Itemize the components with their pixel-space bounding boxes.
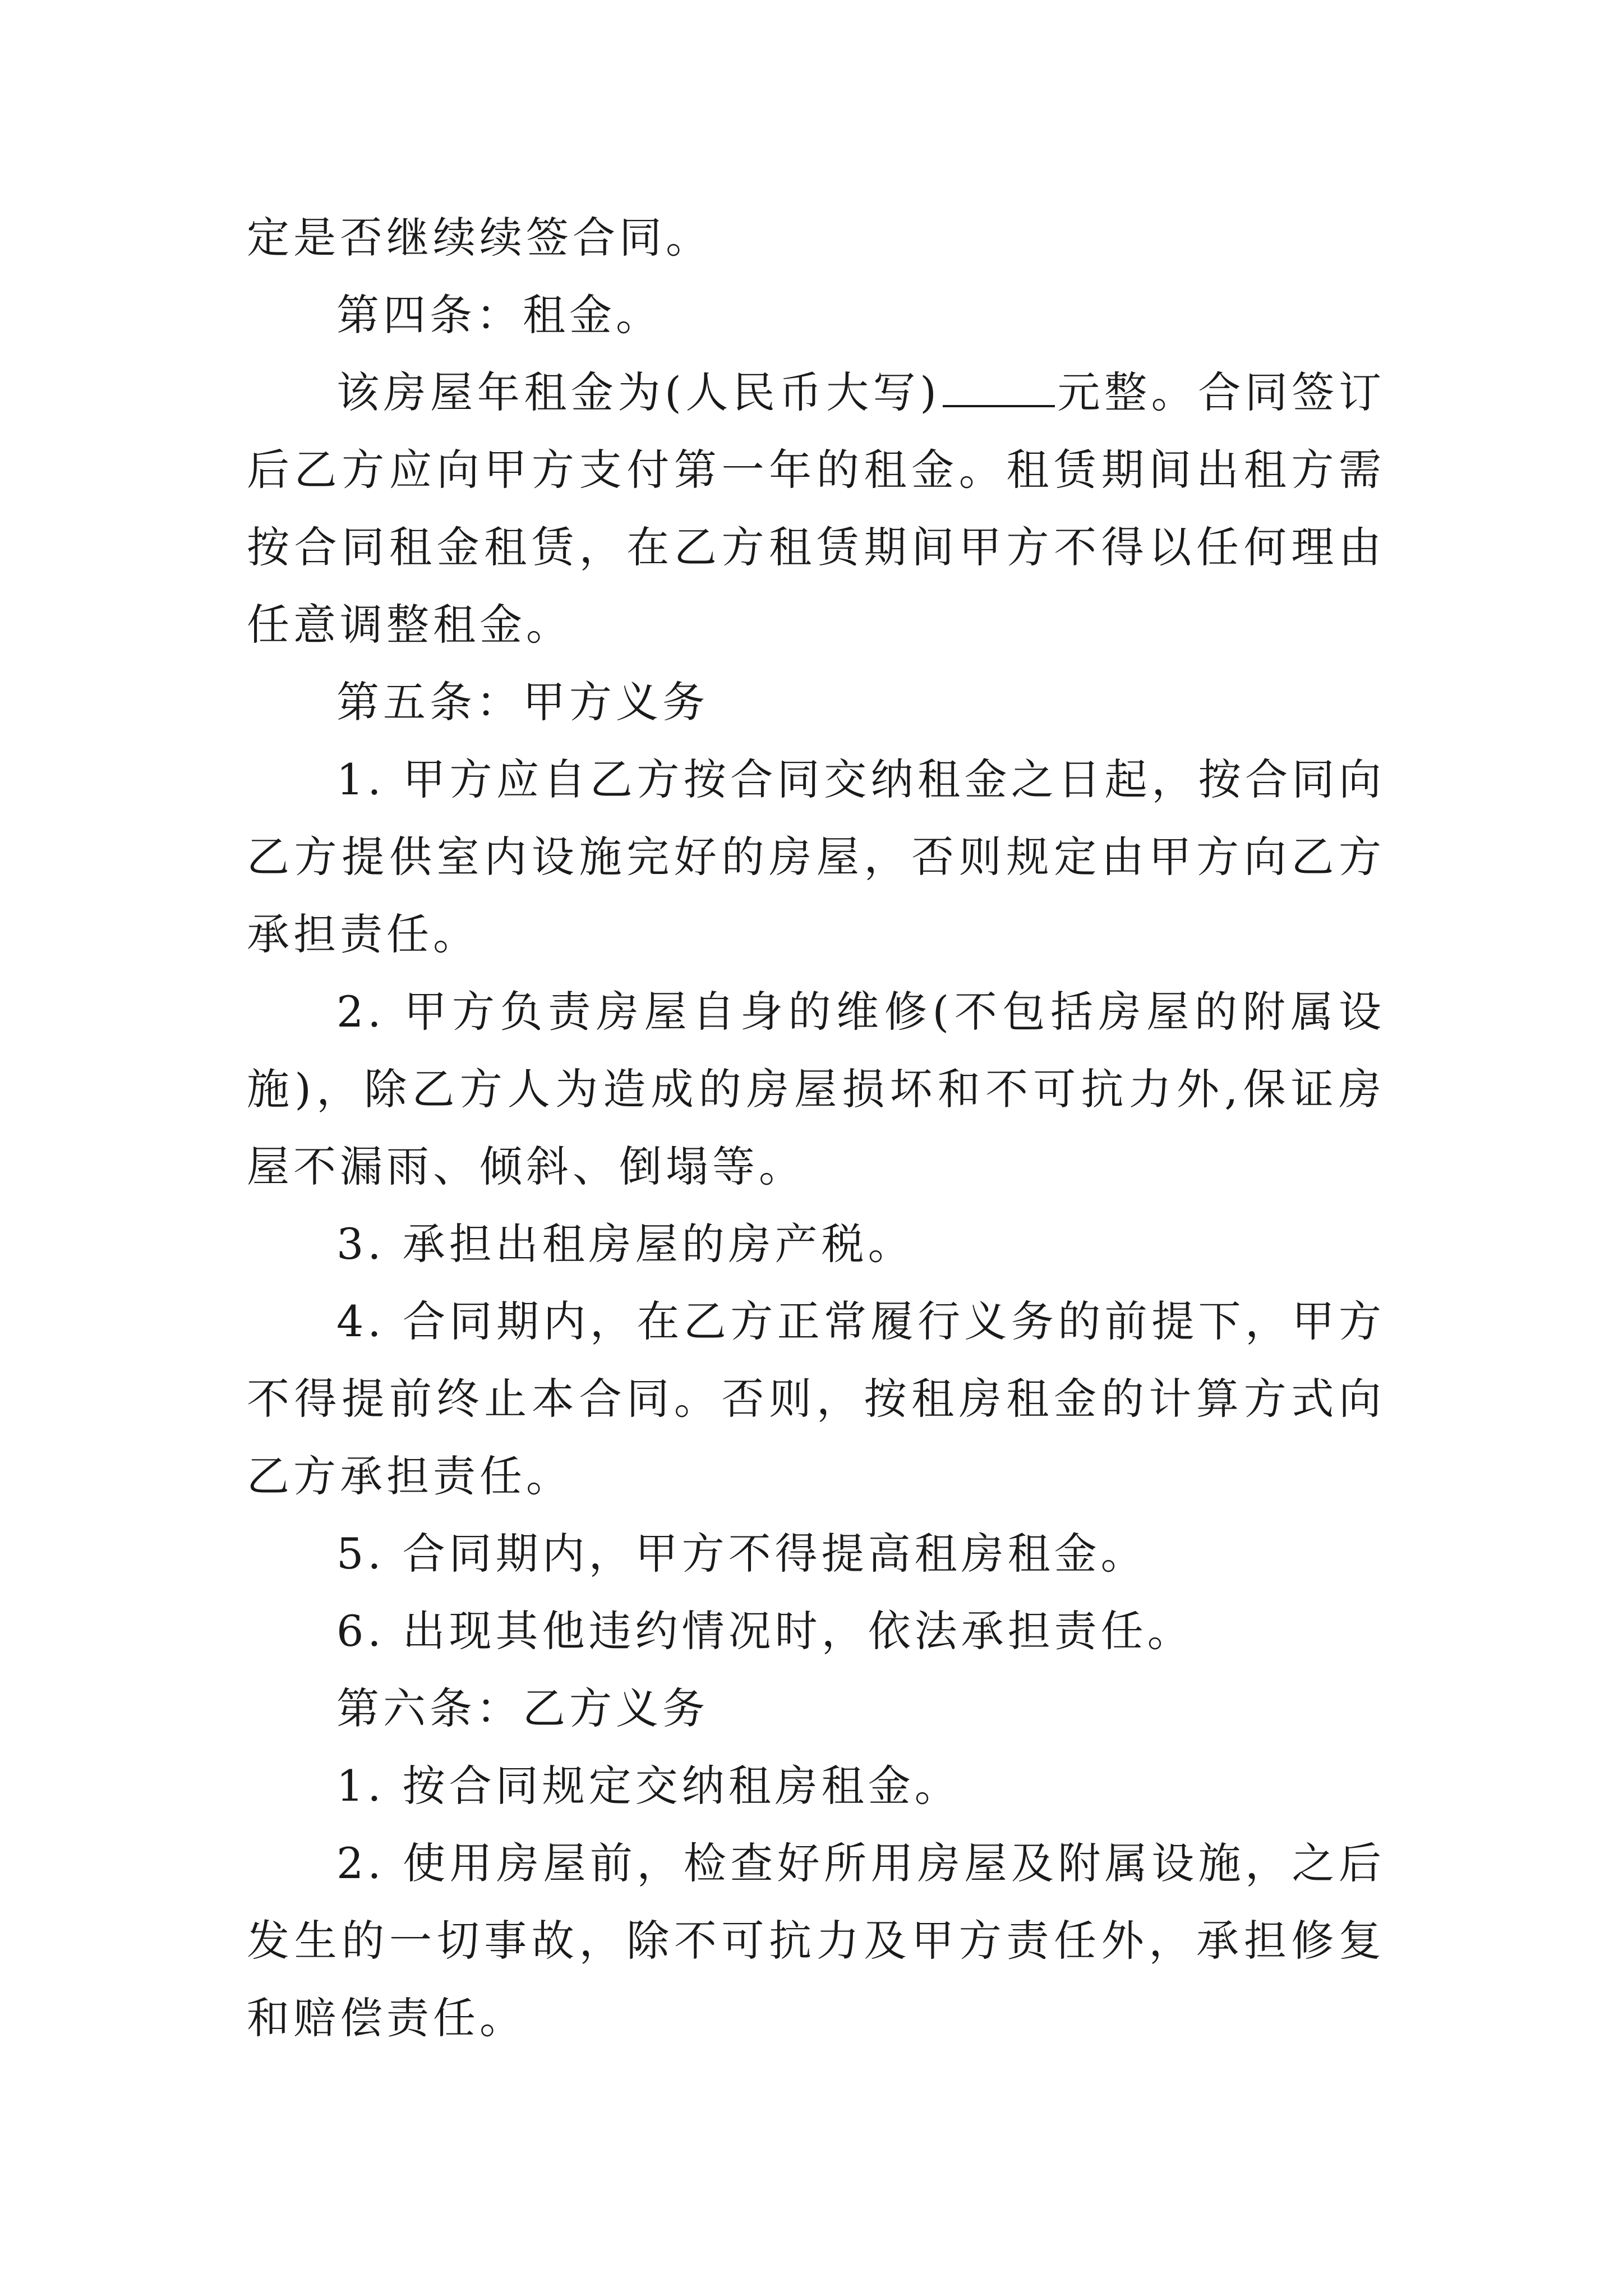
paragraph-continuation: 定是否继续续签合同。 [247,213,712,263]
article-5-heading: 第五条：甲方义务 [336,677,709,727]
contract-body [247,199,1385,2057]
party-a-duty-1: 1. 甲方应自乙方按合同交纳租金之日起，按合同向乙方提供室内设施完好的房屋，否则规定由甲方向乙方承担责任。 [247,754,1385,959]
party-a-duty-5: 5. 合同期内，甲方不得提高租房租金。 [336,1529,1147,1579]
party-a-duty-2: 2. 甲方负责房屋自身的维修(不包括房屋的附属设施)，除乙方人为造成的房屋损坏和不可抗力外,保证房屋不漏雨、倾斜、倒塌等。 [247,987,1385,1191]
rent-amount-blank [943,370,1055,407]
party-a-duty-6: 6. 出现其他违约情况时，依法承担责任。 [336,1606,1194,1656]
rent-paragraph [247,354,1385,664]
party-b-duty-2: 2. 使用房屋前，检查好所用房屋及附属设施，之后发生的一切事故，除不可抗力及甲方责任外，承担修复和赔偿责任。 [247,1838,1385,2043]
party-a-duty-4: 4. 合同期内，在乙方正常履行义务的前提下，甲方不得提前终止本合同。否则，按租房租金的计算方式向乙方承担责任。 [247,1296,1385,1501]
article-6-heading: 第六条：乙方义务 [336,1683,709,1733]
party-b-duty-1: 1. 按合同规定交纳租房租金。 [336,1761,961,1811]
rent-text-after: 元整。合同签订后乙方应向甲方支付第一年的租金。租赁期间出租方需按合同租金租赁，在乙方租赁期间甲方不得以任何理由任意调整租金。 [247,367,1385,650]
rent-text-before: 该房屋年租金为(人民币大写) [336,367,940,417]
party-a-duty-3: 3. 承担出租房屋的房产税。 [336,1219,915,1269]
article-4-heading: 第四条：租金。 [336,290,662,340]
